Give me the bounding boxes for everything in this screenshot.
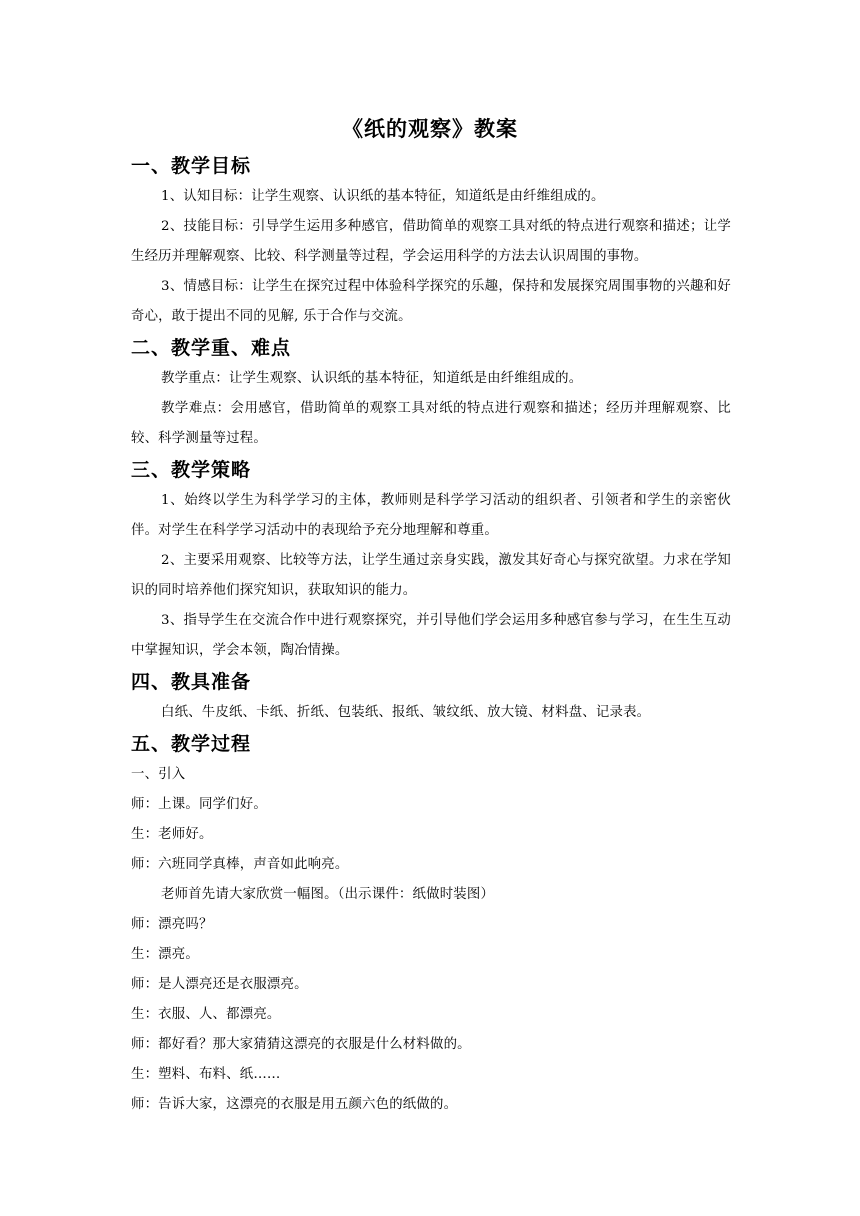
paragraph: 教学难点：会用感官，借助简单的观察工具对纸的特点进行观察和描述；经历并理解观察、比较、科学测量等过程。 — [131, 401, 731, 446]
document-body — [131, 150, 731, 1120]
dialogue-line: 生：衣服、人、都漂亮。 — [131, 1007, 281, 1022]
section-heading-materials: 四、教具准备 — [131, 671, 252, 693]
section-heading-objectives: 一、教学目标 — [131, 155, 252, 177]
section-heading-strategy: 三、教学策略 — [131, 459, 252, 481]
dialogue-line: 师：上课。同学们好。 — [131, 797, 267, 812]
paragraph: 2、技能目标：引导学生运用多种感官，借助简单的观察工具对纸的特点进行观察和描述；让学生经历并理解观察、比较、科学测量等过程，学会运用科学的方法去认识周围的事物。 — [131, 219, 731, 264]
paragraph: 3、情感目标：让学生在探究过程中体验科学探究的乐趣，保持和发展探究周围事物的兴趣和好奇心，敢于提出不同的见解, 乐于合作与交流。 — [131, 279, 731, 324]
process-line: 一、引入 — [131, 767, 186, 782]
dialogue-line: 师：都好看？那大家猜猜这漂亮的衣服是什么材料做的。 — [131, 1037, 471, 1052]
dialogue-line: 生：漂亮。 — [131, 947, 199, 962]
document-title: 《纸的观察》教案 — [342, 117, 518, 141]
dialogue-line: 师：六班同学真棒，声音如此响亮。 — [131, 857, 349, 872]
dialogue-line: 师：漂亮吗？ — [131, 917, 213, 932]
dialogue-line: 生：老师好。 — [131, 827, 213, 842]
paragraph: 2、主要采用观察、比较等方法，让学生通过亲身实践，激发其好奇心与探究欲望。力求在学知识的同时培养他们探究知识，获取知识的能力。 — [131, 553, 731, 598]
narration-line: 老师首先请大家欣赏一幅图。（出示课件：纸做时装图） — [161, 887, 495, 902]
dialogue-line: 师：是人漂亮还是衣服漂亮。 — [131, 977, 308, 992]
dialogue-line: 生：塑料、布料、纸…… — [131, 1067, 281, 1082]
section-heading-process: 五、教学过程 — [131, 733, 252, 755]
paragraph: 教学重点：让学生观察、认识纸的基本特征，知道纸是由纤维组成的。 — [161, 371, 583, 386]
section-heading-key-points: 二、教学重、难点 — [131, 337, 292, 359]
paragraph: 1、始终以学生为科学学习的主体，教师则是科学学习活动的组织者、引领者和学生的亲密伙伴。对学生在科学学习活动中的表现给予充分地理解和尊重。 — [131, 493, 731, 538]
paragraph: 3、指导学生在交流合作中进行观察探究，并引导他们学会运用多种感官参与学习，在生生互动中掌握知识，学会本领，陶冶情操。 — [131, 613, 731, 658]
paragraph: 白纸、牛皮纸、卡纸、折纸、包装纸、报纸、皱纹纸、放大镜、材料盘、记录表。 — [161, 705, 651, 720]
paragraph: 1、认知目标：让学生观察、认识纸的基本特征，知道纸是由纤维组成的。 — [161, 189, 605, 204]
dialogue-line: 师：告诉大家，这漂亮的衣服是用五颜六色的纸做的。 — [131, 1097, 458, 1112]
